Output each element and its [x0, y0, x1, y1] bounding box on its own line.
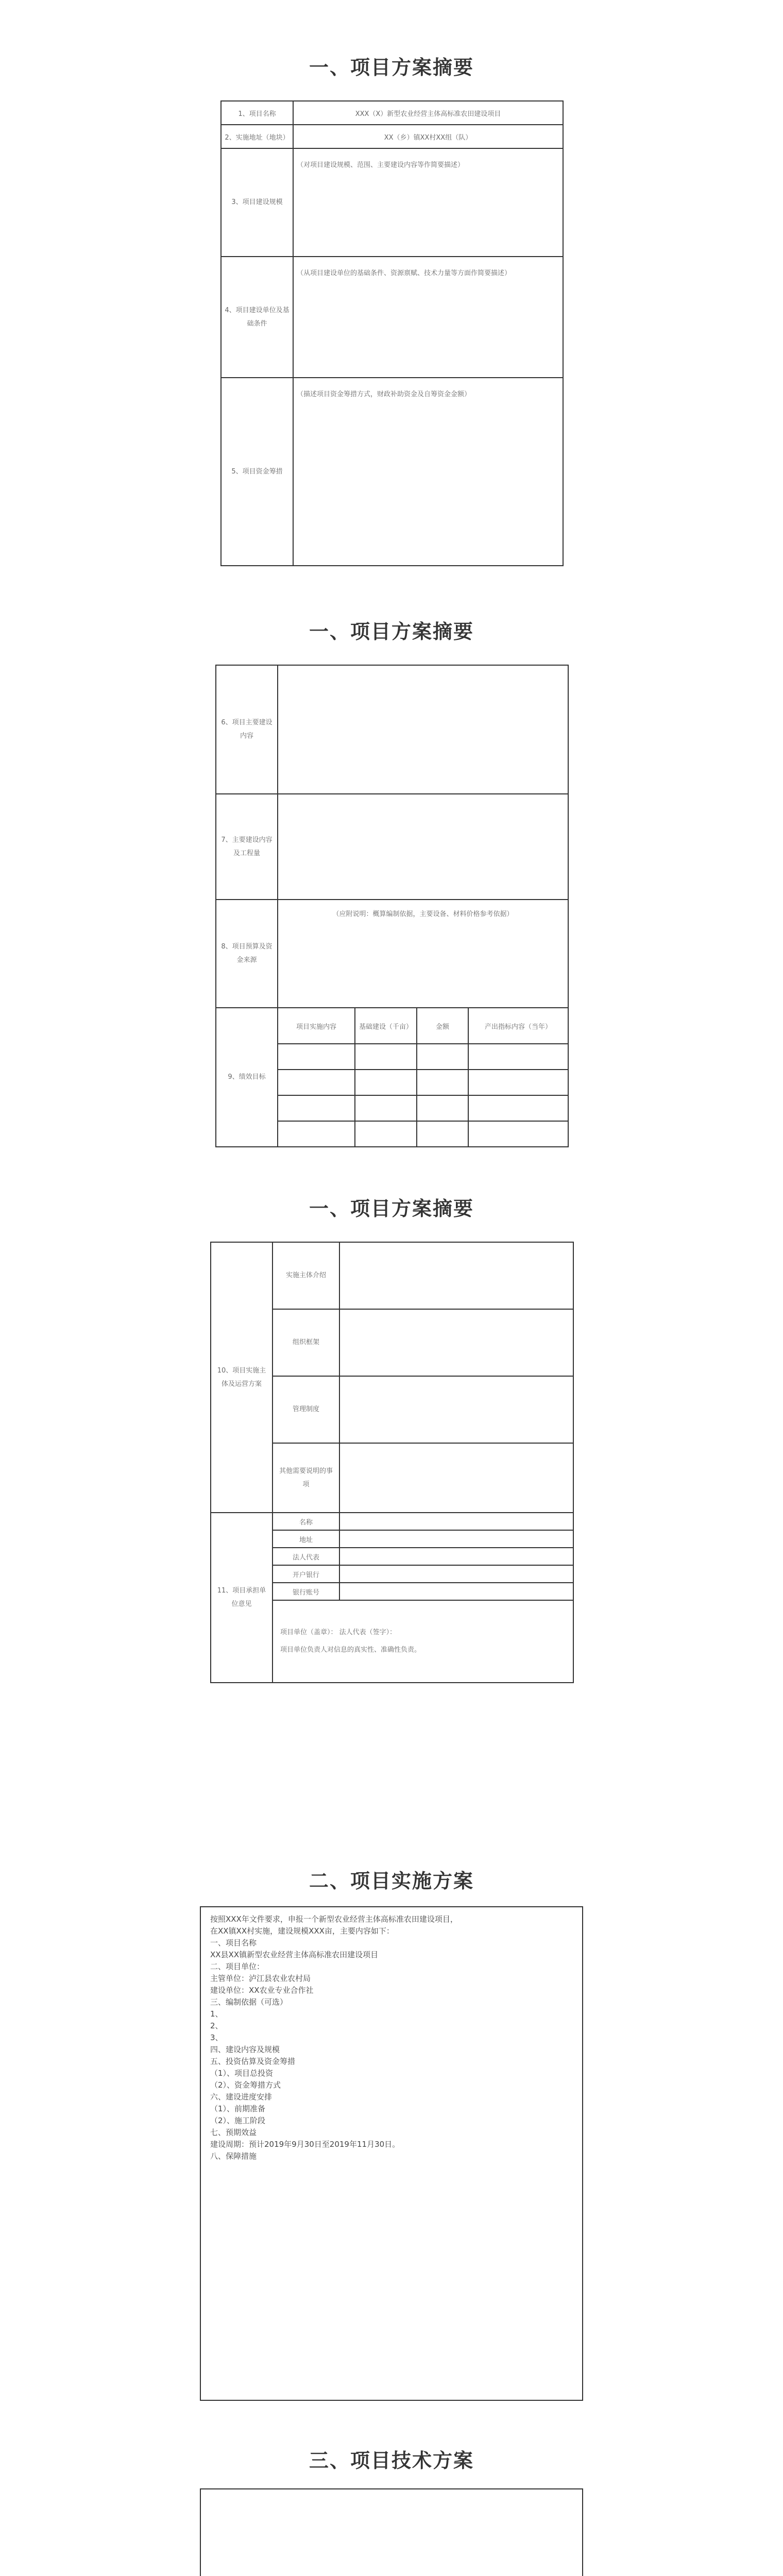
- implementation-line: XX县XX镇新型农业经营主体高标准农田建设项目: [210, 1950, 379, 1959]
- implementation-box: [200, 1906, 583, 2401]
- location-value: XX（乡）镇XX村XX组（队）: [293, 125, 563, 148]
- section-title-implementation: 二、项目实施方案: [309, 1870, 474, 1892]
- implementation-line: 3、: [210, 2033, 223, 2042]
- summary-table-2: [215, 665, 569, 1147]
- conditions-label: 4、项目建设单位及基础条件: [221, 257, 293, 378]
- workload-value: [278, 794, 568, 900]
- implementation-line: 五、投资估算及资金筹措: [210, 2057, 296, 2066]
- implementation-line: 四、建设内容及规模: [210, 2045, 280, 2054]
- unit-row-address: 地址: [273, 1530, 339, 1548]
- implementation-line: （1）、前期准备: [210, 2104, 266, 2113]
- perf-cell: [417, 1070, 468, 1095]
- implementation-line: 建设周期：预计2019年9月30日至2019年11月30日。: [210, 2140, 400, 2149]
- perf-cell: [278, 1121, 355, 1147]
- unit-legal-value: [339, 1548, 573, 1565]
- operator-label: 10、项目实施主体及运营方案: [211, 1242, 273, 1513]
- operator-row-org: 组织框架: [273, 1309, 339, 1376]
- implementation-line: （2）、资金筹措方式: [210, 2080, 281, 2090]
- section-title-technical: 三、项目技术方案: [309, 2449, 474, 2472]
- section-title-summary-2: 一、项目方案摘要: [309, 620, 474, 643]
- perf-cell: [468, 1070, 568, 1095]
- operator-intro-value: [339, 1242, 573, 1309]
- section-title-summary-3: 一、项目方案摘要: [309, 1197, 474, 1220]
- implementation-line: 1、: [210, 2009, 223, 2019]
- unit-bank-value: [339, 1565, 573, 1583]
- implementation-line: 七、预期效益: [210, 2128, 257, 2137]
- unit-sign-line: 项目单位（盖章）： 法人代表（签字）：: [280, 1629, 397, 1636]
- scale-value: （对项目建设规模、范围、主要建设内容等作简要描述）: [293, 148, 563, 257]
- perf-cell: [278, 1044, 355, 1070]
- unit-account-value: [339, 1583, 573, 1600]
- operator-row-other: 其他需要说明的事项: [273, 1443, 339, 1513]
- implementation-line: 主管单位：泸江县农业农村局: [210, 1974, 311, 1983]
- unit-name-value: [339, 1513, 573, 1530]
- workload-label: 7、主要建设内容及工程量: [216, 794, 278, 900]
- perf-cell: [468, 1121, 568, 1147]
- project-name-value: XXX（X）新型农业经营主体高标准农田建设项目: [293, 101, 563, 125]
- perf-cell: [355, 1095, 417, 1121]
- operator-org-value: [339, 1309, 573, 1376]
- scale-label: 3、项目建设规模: [221, 148, 293, 257]
- location-label: 2、实施地址（地块）: [221, 125, 293, 148]
- budget-value: （应附说明：概算编制依据，主要设备、材料价格参考依据）: [278, 900, 568, 1008]
- perf-cell: [278, 1095, 355, 1121]
- main-content-value: [278, 665, 568, 794]
- implementation-line: 二、项目单位：: [210, 1962, 265, 1971]
- perf-cell: [355, 1070, 417, 1095]
- main-content-label: 6、项目主要建设内容: [216, 665, 278, 794]
- implementation-line: 六、建设进度安排: [210, 2092, 273, 2102]
- implementation-line: 一、项目名称: [210, 1938, 257, 1947]
- operator-row-intro: 实施主体介绍: [273, 1242, 339, 1309]
- perf-header-3: 金额: [417, 1008, 468, 1044]
- technical-box: [200, 2488, 583, 2576]
- unit-sign-note: 项目单位负责人对信息的真实性、准确性负责。: [280, 1646, 421, 1654]
- unit-row-bank: 开户银行: [273, 1565, 339, 1583]
- unit-row-legal: 法人代表: [273, 1548, 339, 1565]
- summary-table-1: [220, 100, 564, 566]
- project-name-label: 1、项目名称: [221, 101, 293, 125]
- implementation-line: 在XX镇XX村实施，建设规模XXX亩，主要内容如下：: [210, 1926, 394, 1936]
- budget-label: 8、项目预算及资金来源: [216, 900, 278, 1008]
- perf-cell: [417, 1044, 468, 1070]
- unit-row-name: 名称: [273, 1513, 339, 1530]
- unit-row-account: 银行账号: [273, 1583, 339, 1600]
- unit-opinion-label: 11、项目承担单位意见: [211, 1513, 273, 1683]
- conditions-value: （从项目建设单位的基础条件、资源禀赋、技术力量等方面作简要描述）: [293, 257, 563, 378]
- implementation-line: 三、编制依据（可选）: [210, 1997, 288, 2007]
- implementation-line: 按照XXX年文件要求，申报一个新型农业经营主体高标准农田建设项目，: [210, 1914, 458, 1924]
- operator-row-rules: 管理制度: [273, 1376, 339, 1443]
- perf-cell: [417, 1121, 468, 1147]
- perf-cell: [417, 1095, 468, 1121]
- implementation-line: 八、保障措施: [210, 2151, 257, 2161]
- performance-label: 9、绩效目标: [216, 1008, 278, 1147]
- operator-other-value: [339, 1443, 573, 1513]
- perf-cell: [278, 1070, 355, 1095]
- section-title-summary-1: 一、项目方案摘要: [309, 56, 474, 79]
- perf-header-1: 项目实施内容: [278, 1008, 355, 1044]
- perf-cell: [468, 1095, 568, 1121]
- perf-cell: [355, 1121, 417, 1147]
- funding-label: 5、项目资金筹措: [221, 378, 293, 566]
- perf-header-2: 基础建设（千亩）: [355, 1008, 417, 1044]
- implementation-line: （1）、项目总投资: [210, 2069, 274, 2078]
- unit-address-value: [339, 1530, 573, 1548]
- perf-cell: [468, 1044, 568, 1070]
- implementation-line: 建设单位：XX农业专业合作社: [210, 1986, 314, 1995]
- implementation-line: 2、: [210, 2021, 223, 2030]
- perf-cell: [355, 1044, 417, 1070]
- funding-value: （描述项目资金筹措方式，财政补助资金及自筹资金金额）: [293, 378, 563, 566]
- summary-table-3: [210, 1242, 574, 1683]
- perf-header-4: 产出指标内容（当年）: [468, 1008, 568, 1044]
- operator-rules-value: [339, 1376, 573, 1443]
- implementation-line: （2）、施工阶段: [210, 2116, 266, 2125]
